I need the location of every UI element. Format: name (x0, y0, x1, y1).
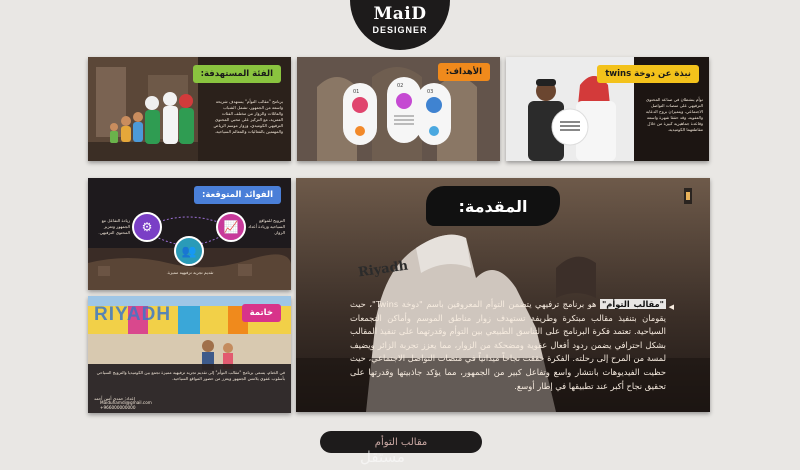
benefit-center-text: تقديم تجربة ترفيهية مميزة. (166, 270, 214, 275)
twins-text: توأم ينشطان في صناعة المحتوى الترفيهي على منصات التواصل الاجتماعي، ويتميزان بروح الدعابة والعفوية، وقد حققا شهرة واسعة وقاعدة جماهيرية كبيرة من خلال مقاطعهما الكوميدية. (645, 97, 703, 132)
slide-goals (297, 57, 500, 161)
benefits-title: الفوائد المتوقعة: (194, 186, 281, 204)
conclusion-contact-name: إعداد: حمدي أمين أحمد (94, 396, 136, 401)
watermark-text: مستقل (360, 448, 405, 466)
conclusion-text: في الختام، يسعى برنامج "مقالب التوأم" إلى تقديم تجربة ترفيهية مميزة تجمع بين الكوميديا والترويج السياحي بأسلوب عفوي يلامس الجمهور ويعزز من حضور المواقع السياحية. (96, 370, 285, 381)
logo-sub-text: DESIGNER (372, 25, 428, 35)
conclusion-title: خاتمة (242, 304, 281, 322)
slide-expected-benefits (88, 178, 291, 290)
benefit-right-text: الترويج للمواقع السياحية وزيادة أعداد الزوار. (248, 218, 285, 235)
intro-bullet-icon: ◀ (668, 303, 674, 311)
intro-text: هو برنامج ترفيهي يتضمن التوأم المعروفين باسم "دوخة Twins"، حيث يقومان بتنفيذ مقالب مبتكرة وطريفة تستهدف زوار مناطق الموسم وأماكن التجمعات السياحية. تعتمد فكرة البرنامج على التناسق الطبيعي بين التوأم وقدرتهما على تنفيذ المقالب بشكل احترافي يضمن ردود أفعال عفوية ومضحكة من الزوار، مما يعزز تجربة الزائر ويضيف لمسة من المرح إلى رحلته. الفكرة حققت نجاحاً ميدانياً في منصات التواصل الاجتماعي، حيث حظيت الفيديوهات بانتشار واسع وتفاعل كبير من الجمهور، مما يؤكد جاذبيتها وقدرتها على تحقيق نجاح أكبر عند تطبيقها في إطار أوسع. (350, 299, 666, 391)
logo-main-text: MaiD (373, 4, 427, 24)
benefit-audience-icon: 👥 (174, 236, 204, 266)
intro-highlight: "مقالب التوأم" (601, 299, 664, 309)
audience-title: الفئة المستهدفة: (193, 65, 281, 83)
conclusion-photo-sign: RIYADH (94, 304, 172, 325)
audience-text: برنامج "مقالب التوأم" يستهدف شريحة واسعة من الجمهور، تشمل الشباب والعائلات والزوار من مختلف الفئات العمرية، مع التركيز على محبي المحتوى الترفيهي الكوميدي، وزوار موسم الرياض والمهتمين بالفعاليات والمعالم السياحية. (213, 99, 283, 134)
conclusion-contact-phone: +966000000000 (100, 405, 136, 410)
program-name: مقالب التوأم (374, 436, 428, 448)
goals-title: الأهداف: (438, 63, 490, 81)
slide-target-audience (88, 57, 291, 161)
goal-card-2-number: 02 (397, 83, 404, 89)
intro-title: المقدمة: (458, 196, 528, 216)
designer-logo (350, 0, 450, 50)
intro-sign-text: Riyadh (357, 258, 410, 281)
goal-card-3-number: 03 (427, 89, 434, 95)
intro-paragraph (350, 298, 666, 393)
benefit-left-text: زيادة التفاعل مع الجمهور وتعزيز المحتوى الترفيهي. (98, 218, 130, 235)
benefit-engagement-icon: ⚙ (132, 212, 162, 242)
twins-title: نبذة عن دوخة twins (597, 65, 699, 83)
slide-conclusion (88, 296, 291, 413)
goal-card-1-number: 01 (353, 89, 360, 95)
conclusion-contact-email: Maiduhamdi@gmail.com (100, 400, 152, 405)
intro-title-shape (426, 186, 560, 226)
slide-introduction (296, 178, 710, 412)
benefit-growth-icon: 📈 (216, 212, 246, 242)
slide-about-twins (506, 57, 709, 161)
